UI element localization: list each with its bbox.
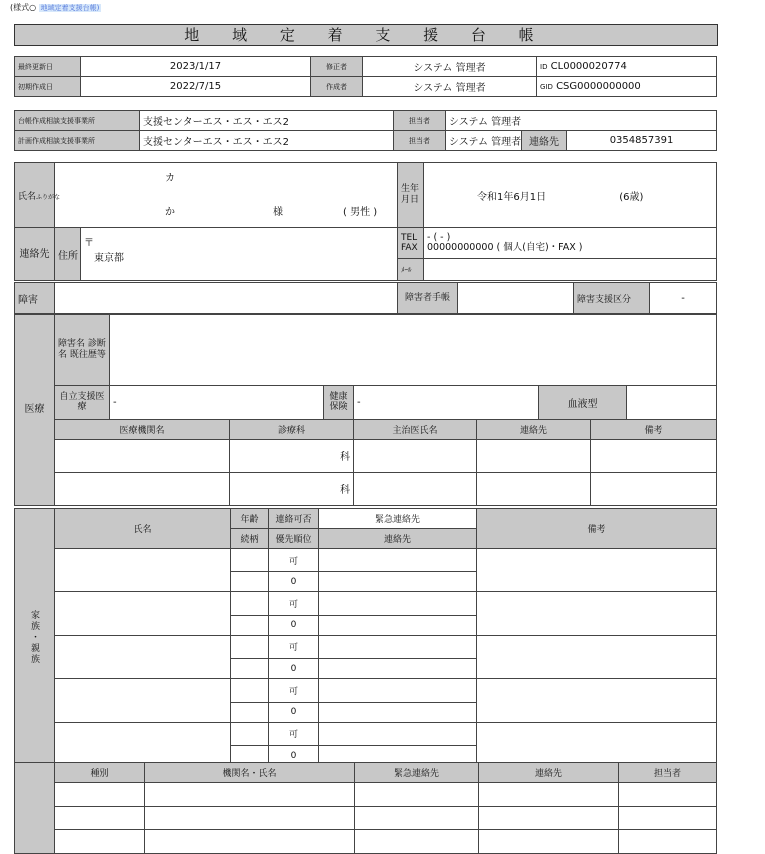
style-link[interactable]: 地域定着支援台帳)	[40, 4, 100, 12]
plan-contact-label: 連絡先	[522, 131, 567, 151]
age-value: (6歳)	[619, 191, 644, 203]
med-header-dept: 診療科	[230, 419, 354, 439]
birth-label: 生年月日	[398, 163, 424, 228]
editor-label: 修正者	[311, 57, 363, 77]
editor-value: システム 管理者	[363, 57, 537, 77]
gid-cell: GID CSG0000000000	[537, 77, 717, 97]
family-member-name	[55, 592, 231, 635]
family-member-name	[55, 679, 231, 722]
med-header-doctor: 主治医氏名	[354, 419, 477, 439]
agencies-section	[14, 762, 716, 854]
diagnosis-label: 障害名 診断名 既往歴等	[55, 315, 110, 386]
blood-value	[627, 386, 717, 419]
tel-value: - ( - )	[427, 232, 451, 244]
table-row	[15, 830, 717, 854]
birth-cell	[424, 163, 717, 228]
family-contactable-header: 連絡可否	[269, 509, 319, 529]
family-section: 家族・親族 氏名 年齢 連絡可否 緊急連絡先 備考 続柄 優先順位 連絡先 可 0 可 0 可 0 可 0 可 0	[14, 508, 716, 766]
agency-header-staff: 担当者	[619, 763, 717, 783]
medical-section	[14, 314, 716, 506]
created-label: 初期作成日	[15, 77, 81, 97]
insurance-value: -	[354, 386, 539, 419]
agency-header-contact: 連絡先	[479, 763, 619, 783]
family-note-header: 備考	[477, 509, 717, 549]
honorific: 様	[273, 207, 283, 218]
contact-block-label: 連絡先	[15, 228, 55, 281]
birth-value: 令和1年6月1日	[477, 191, 547, 203]
blood-label: 血液型	[539, 386, 627, 419]
last-update-value: 2023/1/17	[81, 57, 311, 77]
family-emergency-header: 緊急連絡先	[319, 509, 477, 529]
dept-value: 科	[230, 439, 354, 472]
disability-section	[14, 282, 716, 314]
ledger-office-label: 台帳作成相談支援事業所	[15, 111, 140, 131]
id-value: CL0000020774	[550, 61, 627, 72]
table-row	[15, 783, 717, 807]
agency-header-name: 機関名・氏名	[145, 763, 355, 783]
id-cell: ID CL0000020774	[537, 57, 717, 77]
postal-mark: 〒	[84, 238, 94, 249]
plan-staff-value: システム 管理者	[446, 131, 522, 151]
author-value: システム 管理者	[363, 77, 537, 97]
family-member-name	[55, 722, 231, 765]
name-value: か	[165, 207, 175, 218]
mail-label: ﾒｰﾙ	[398, 259, 424, 281]
page-title: 地 域 定 着 支 援 台 帳	[14, 24, 718, 46]
name-label: 氏名ふりがな	[15, 163, 55, 228]
contact-section	[14, 227, 716, 281]
table-row	[15, 439, 717, 472]
med-header-note: 備考	[591, 419, 717, 439]
handbook-label: 障害者手帳	[398, 283, 458, 314]
ledger-office-value: 支援センターエス・エス・エス2	[140, 111, 394, 131]
ledger-staff-label: 担当者	[394, 111, 446, 131]
family-relation-header: 続柄	[231, 529, 269, 549]
kana-value: カ	[165, 173, 175, 184]
meta-section	[14, 56, 716, 97]
family-priority-header: 優先順位	[269, 529, 319, 549]
address-cell	[81, 228, 398, 281]
family-name-header: 氏名	[55, 509, 231, 549]
office-section	[14, 110, 716, 151]
agency-header-emergency: 緊急連絡先	[355, 763, 479, 783]
med-header-institution: 医療機関名	[55, 419, 230, 439]
medical-label: 医療	[15, 315, 55, 506]
agency-header-type: 種別	[55, 763, 145, 783]
diagnosis-value	[110, 315, 717, 386]
support-level-label: 障害支援区分	[574, 283, 650, 314]
name-cell	[55, 163, 398, 228]
table-row	[15, 806, 717, 830]
disability-value	[55, 283, 398, 314]
disability-label: 障害	[15, 283, 55, 314]
family-contact-header: 連絡先	[319, 529, 477, 549]
person-section	[14, 162, 716, 228]
plan-contact-value: 0354857391	[567, 131, 717, 151]
dept-value: 科	[230, 472, 354, 505]
address-label: 住所	[55, 228, 81, 281]
family-label: 家族・親族	[15, 509, 55, 766]
mail-value	[424, 259, 717, 281]
gid-value: CSG0000000000	[556, 81, 641, 92]
address-value: 東京都	[94, 253, 124, 264]
table-row	[15, 472, 717, 505]
last-update-label: 最終更新日	[15, 57, 81, 77]
family-age-header: 年齢	[231, 509, 269, 529]
tel-fax-cell	[424, 228, 717, 259]
family-member-name	[55, 549, 231, 592]
handbook-value	[458, 283, 574, 314]
plan-staff-label: 担当者	[394, 131, 446, 151]
tel-fax-label: TEL FAX	[398, 228, 424, 259]
plan-office-value: 支援センターエス・エス・エス2	[140, 131, 394, 151]
plan-office-label: 計画作成相談支援事業所	[15, 131, 140, 151]
support-level-value: -	[650, 283, 717, 314]
med-header-contact: 連絡先	[477, 419, 591, 439]
insurance-label: 健康保険	[324, 386, 354, 419]
ledger-staff-value: システム 管理者	[446, 111, 717, 131]
author-label: 作成者	[311, 77, 363, 97]
fax-value: 00000000000 ( 個人(自宅)・FAX )	[427, 242, 583, 254]
sex-value: ( 男性 )	[343, 207, 378, 218]
style-label: (様式○	[10, 3, 37, 12]
self-support-value: -	[110, 386, 324, 419]
form-style-label	[10, 2, 101, 13]
created-value: 2022/7/15	[81, 77, 311, 97]
family-member-name	[55, 635, 231, 678]
agencies-label	[15, 763, 55, 854]
self-support-label: 自立支援医療	[55, 386, 110, 419]
